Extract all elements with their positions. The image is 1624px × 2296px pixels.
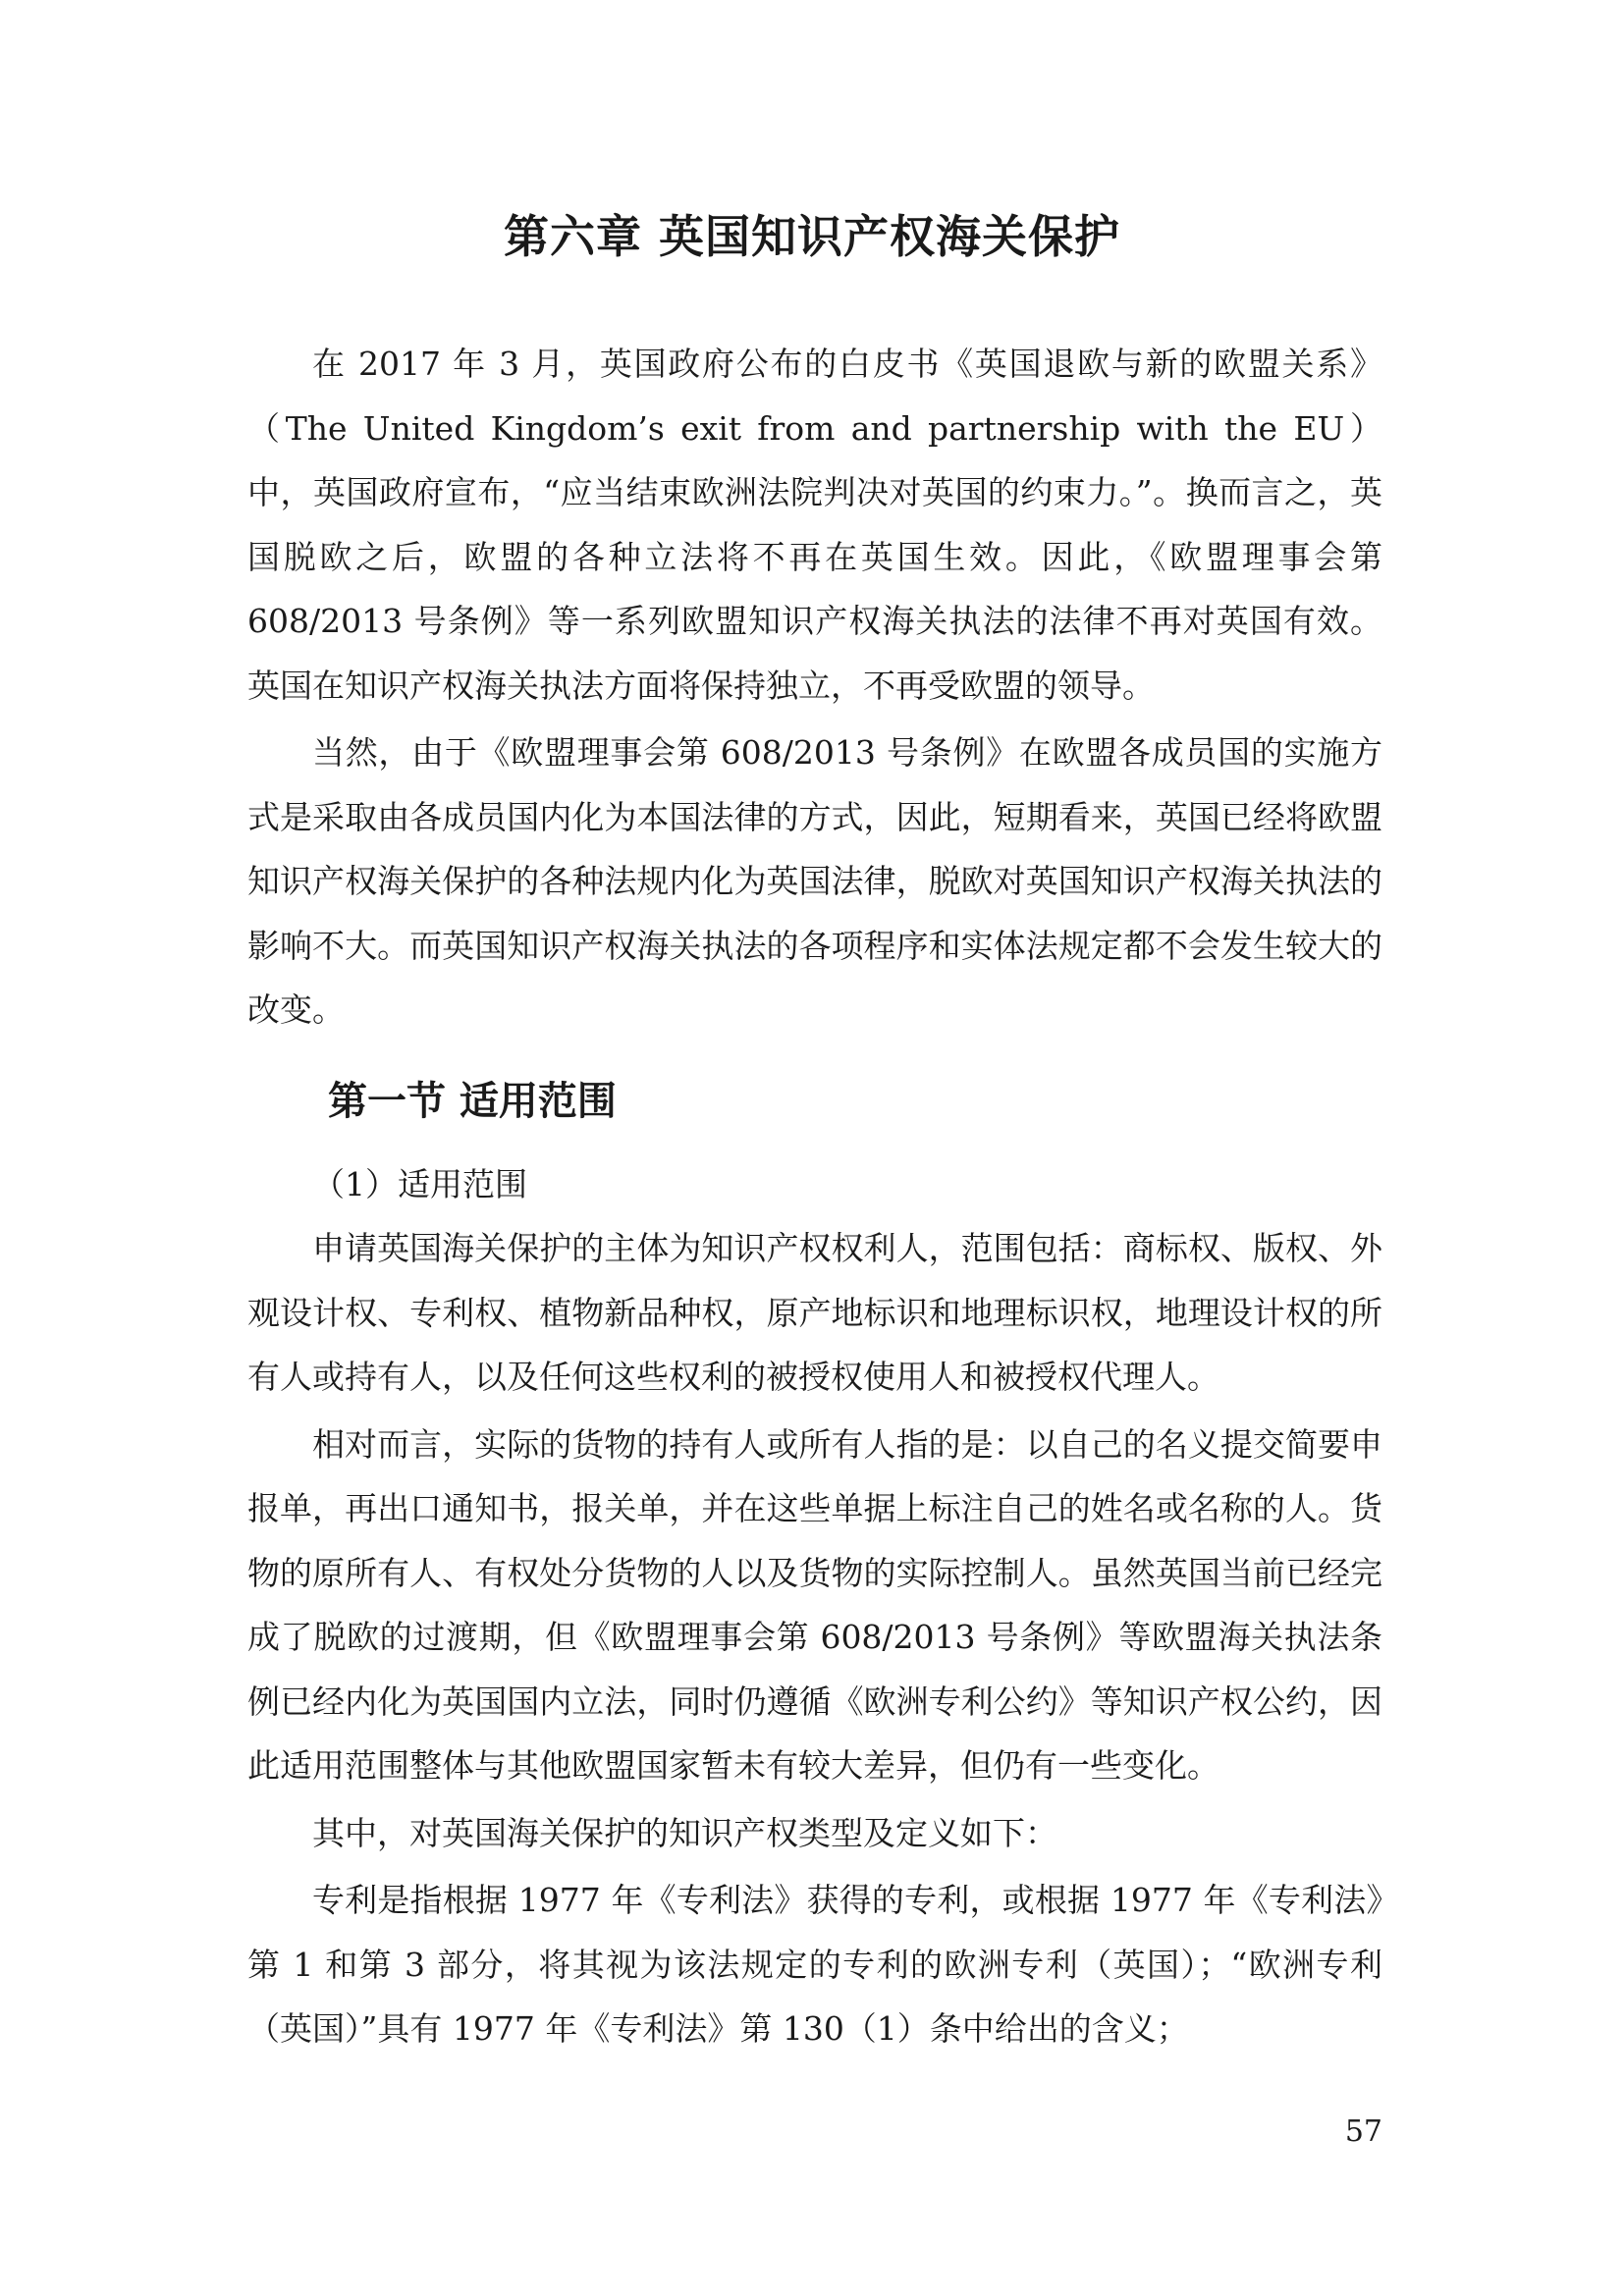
section-paragraph-3: 其中，对英国海关保护的知识产权类型及定义如下： [312,1813,1057,1852]
section-subhead: （1）适用范围 [312,1164,527,1203]
chapter-title: 第六章 英国知识产权海关保护 [503,210,1120,263]
intro-paragraph-2: 当然，由于《欧盟理事会第 608/2013 号条例》在欧盟各成员国的实施方式是采取由各成员国内化为本国法律的方式，因此，短期看来，英国已经将欧盟知识产权海关保护的各种法规内化为英国法律，脱欧对英国知识产权海关执法的影响不大。而英国知识产权海关执法的各项程序和实体法规定都不会发生较大的改变。 [247,733,1382,1029]
section-paragraph-4: 专利是指根据 1977 年《专利法》获得的专利，或根据 1977 年《专利法》第 1 和第 3 部分，将其视为该法规定的专利的欧洲专利（英国）；“欧洲专利（英国）”具有 1977 年《专利法》第 130（1）条中给出的含义； [247,1881,1382,2048]
section-title: 第一节 适用范围 [328,1078,617,1124]
section-paragraph-1: 申请英国海关保护的主体为知识产权权利人，范围包括：商标权、版权、外观设计权、专利权、植物新品种权，原产地标识和地理标识权，地理设计权的所有人或持有人，以及任何这些权利的被授权使用人和被授权代理人。 [247,1229,1382,1396]
section-paragraph-2: 相对而言，实际的货物的持有人或所有人指的是：以自己的名义提交简要申报单，再出口通知书，报关单，并在这些单据上标注自己的姓名或名称的人。货物的原所有人、有权处分货物的人以及货物的实际控制人。虽然英国当前已经完成了脱欧的过渡期，但《欧盟理事会第 608/2013 号条例》等欧盟海关执法条例已经内化为英国国内立法，同时仍遵循《欧洲专利公约》等知识产权公约，因此适用范围整体与其他欧盟国家暂未有较大差异，但仍有一些变化。 [247,1424,1382,1785]
document-body [247,332,1382,2064]
page-number: 57 [1344,2114,1382,2149]
intro-paragraph-1: 在 2017 年 3 月，英国政府公布的白皮书《英国退欧与新的欧盟关系》（The United Kingdom’s exit from and partnership with the EU）中，英国政府宣布，“应当结束欧洲法院判决对英国的约束力。”。换而言之，英国脱欧之后，欧盟的各种立法将不再在英国生效。因此，《欧盟理事会第 608/2013 号条例》等一系列欧盟知识产权海关执法的法律不再对英国有效。英国在知识产权海关执法方面将保持独立，不再受欧盟的领导。 [247,345,1382,705]
